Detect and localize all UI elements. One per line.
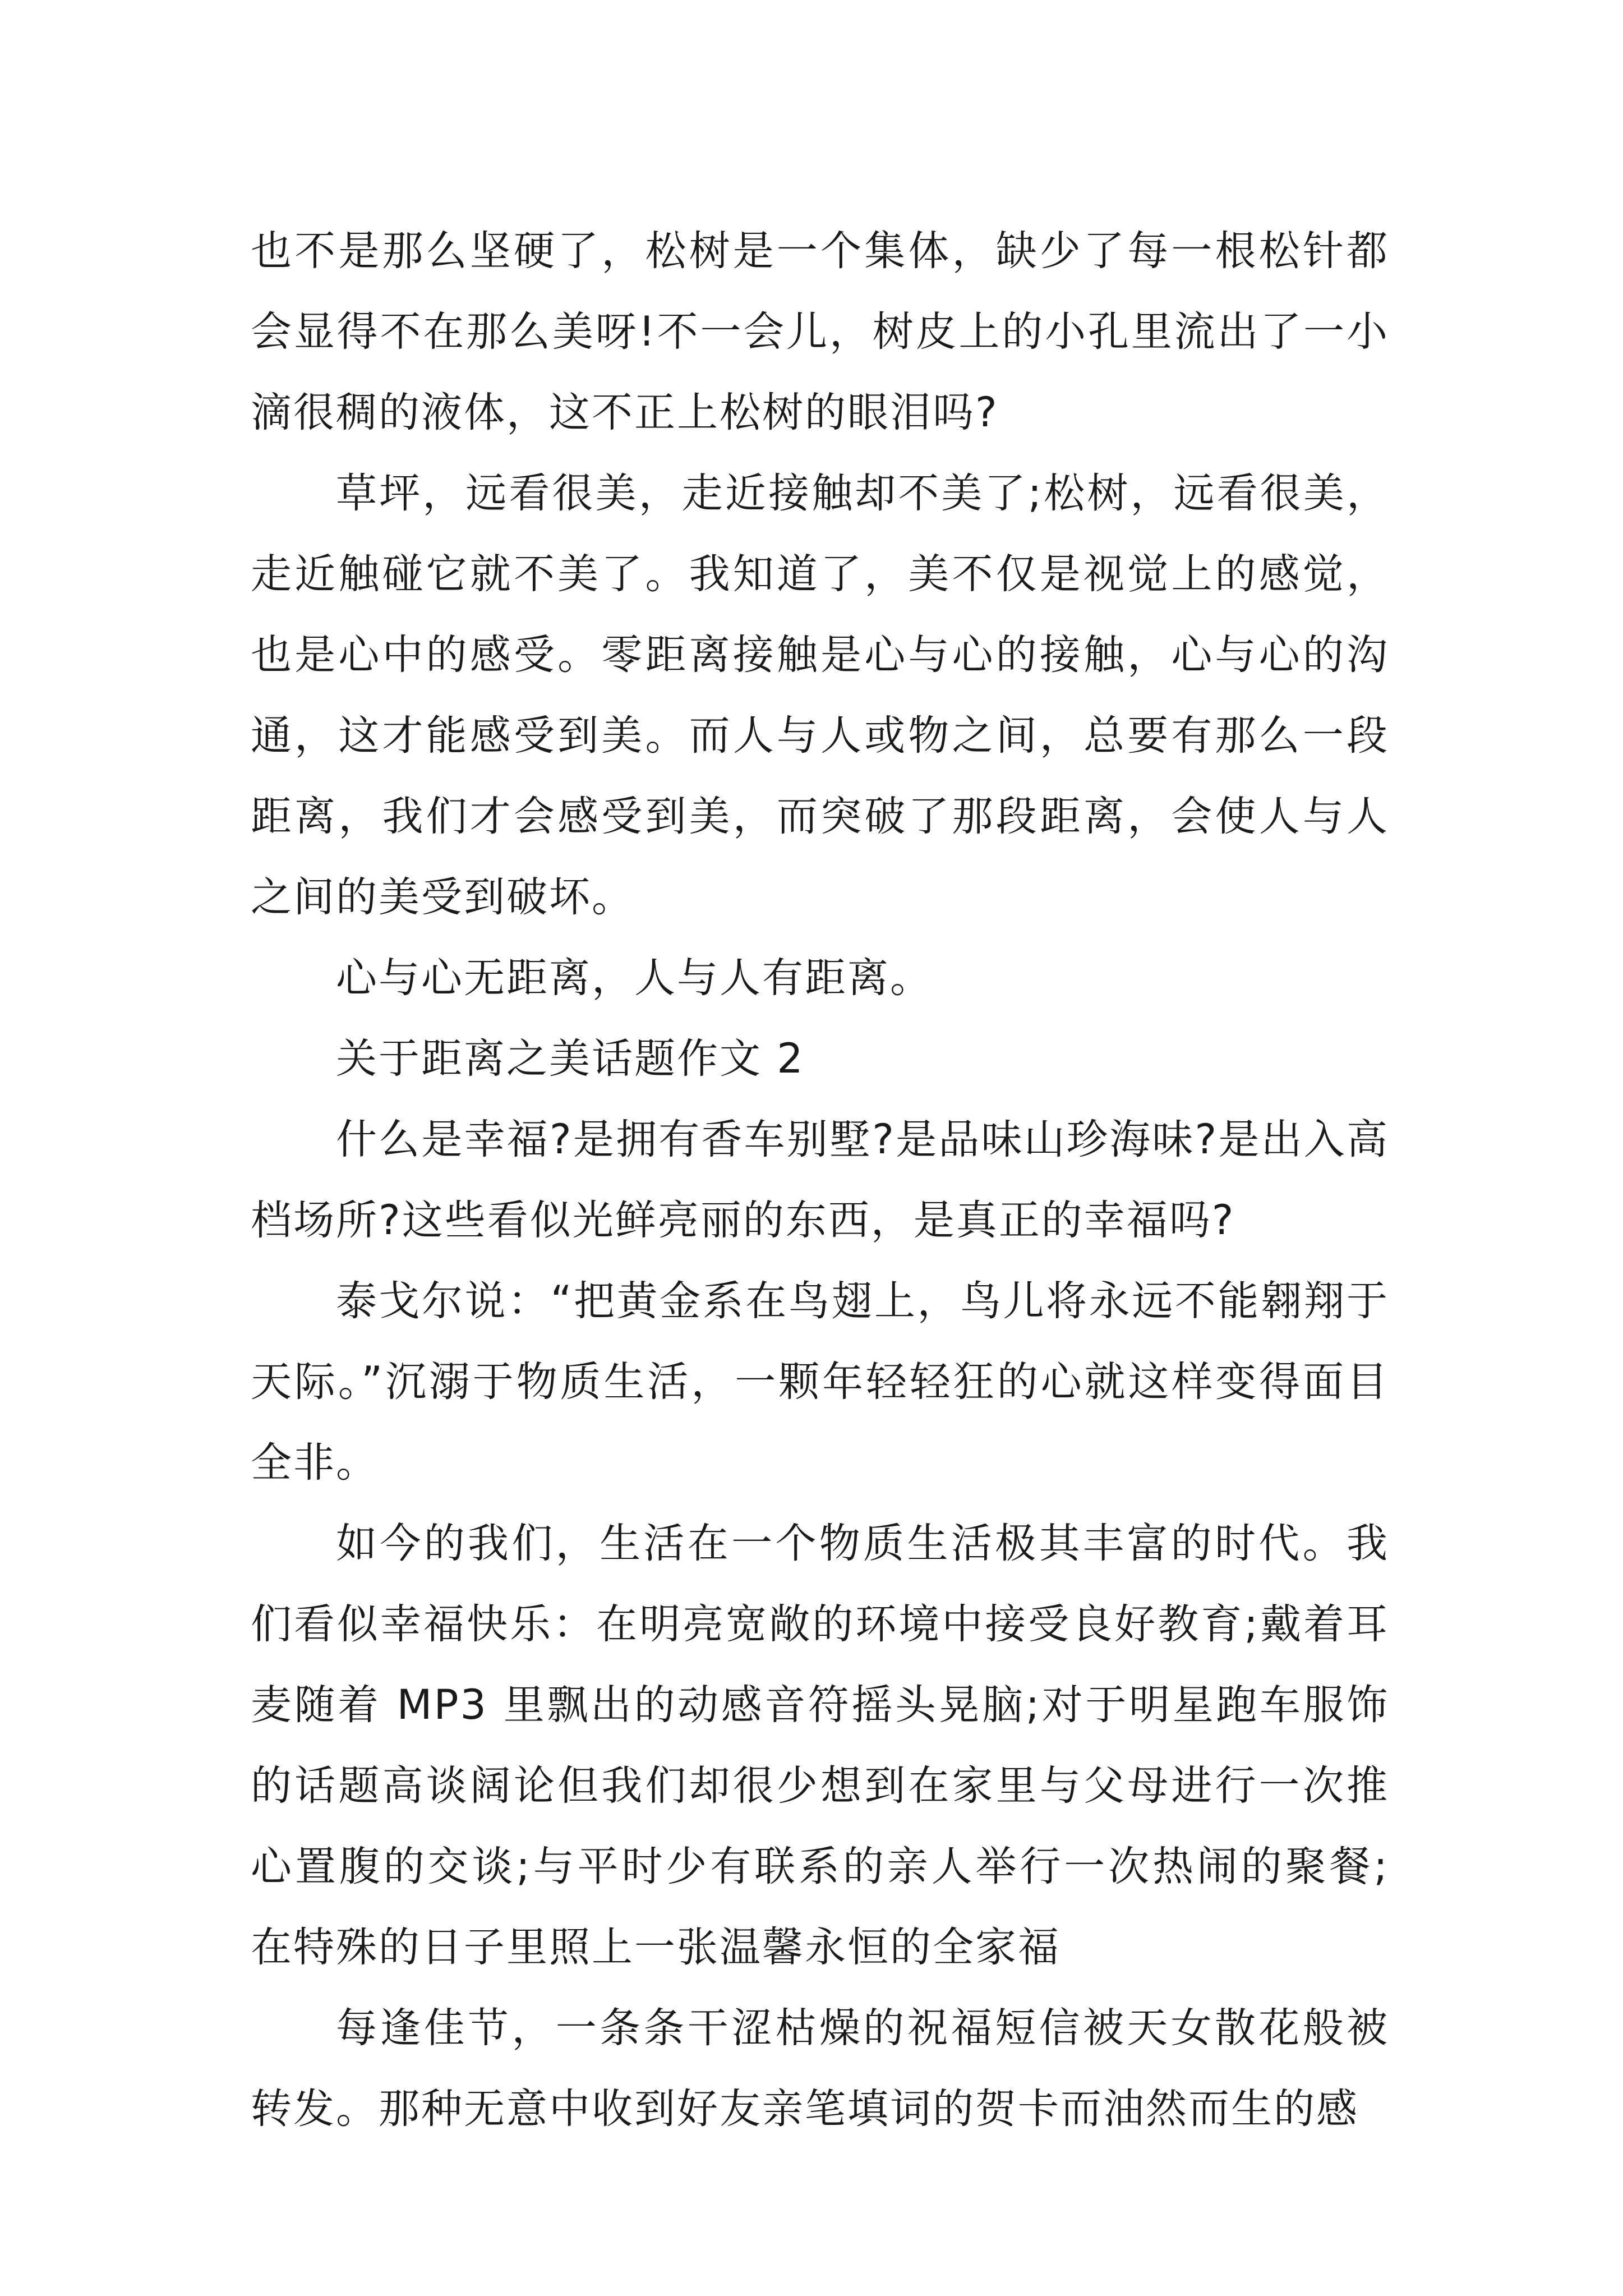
paragraph: 草坪，远看很美，走近接触却不美了;松树，远看很美，走近触碰它就不美了。我知道了，美不仅是视觉上的感觉，也是心中的感受。零距离接触是心与心的接触，心与心的沟通，这才能感受到美。而人与人或物之间，总要有那么一段距离，我们才会感受到美，而突破了那段距离，会使人与人之间的美受到破坏。 <box>251 470 1389 921</box>
document-body <box>251 211 1389 2150</box>
paragraph: 什么是幸福?是拥有香车别墅?是品味山珍海味?是出入高档场所?这些看似光鲜亮丽的东西，是真正的幸福吗? <box>251 1116 1389 1244</box>
section-heading: 关于距离之美话题作文 2 <box>336 1035 805 1083</box>
paragraph: 如今的我们，生活在一个物质生活极其丰富的时代。我们看似幸福快乐：在明亮宽敞的环境中接受良好教育;戴着耳麦随着 MP3 里飘出的动感音符摇头晃脑;对于明星跑车服饰的话题高谈阔论但我们却很少想到在家里与父母进行一次推心置腹的交谈;与平时少有联系的亲人举行一次热闹的聚餐;在特殊的日子里照上一张温馨永恒的全家福 <box>251 1520 1389 1971</box>
paragraph-continued: 也不是那么坚硬了，松树是一个集体，缺少了每一根松针都会显得不在那么美呀!不一会儿，树皮上的小孔里流出了一小滴很稠的液体，这不正上松树的眼泪吗? <box>251 227 1389 436</box>
paragraph: 心与心无距离，人与人有距离。 <box>336 954 933 1002</box>
paragraph: 泰戈尔说：“把黄金系在鸟翅上，鸟儿将永远不能翱翔于天际。”沉溺于物质生活，一颗年轻轻狂的心就这样变得面目全非。 <box>251 1277 1389 1487</box>
paragraph: 每逢佳节，一条条干涩枯燥的祝福短信被天女散花般被转发。那种无意中收到好友亲笔填词的贺卡而油然而生的感 <box>251 2004 1389 2133</box>
